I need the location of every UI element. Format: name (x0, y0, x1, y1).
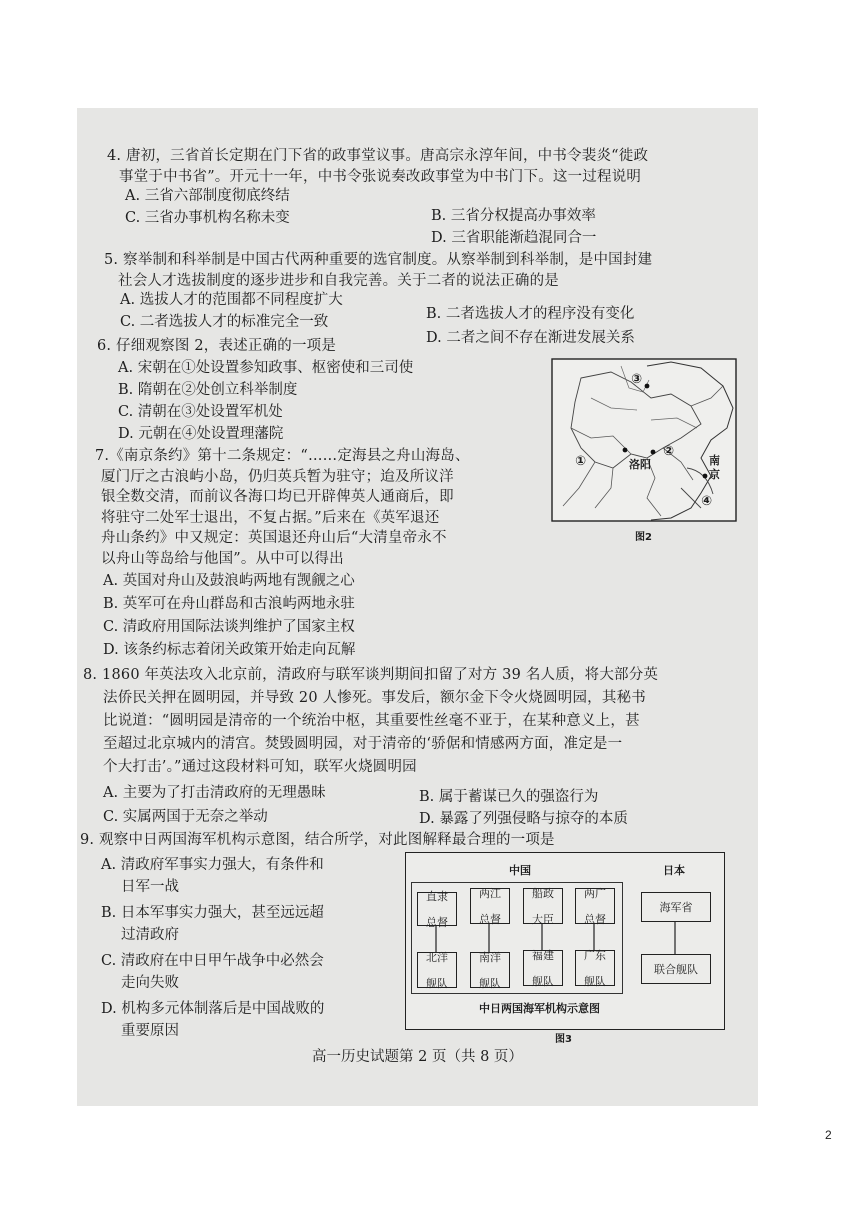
question-5-option-c: C. 二者选拔人才的标准完全一致 (120, 314, 329, 330)
question-7-option-b: B. 英军可在舟山群岛和古浪屿两地永驻 (103, 596, 355, 612)
box-fujian-fleet-line-1: 福建 (532, 948, 554, 962)
question-9-option-c-line-1: C. 清政府在中日甲午战争中必然会 (101, 953, 324, 969)
city-nanjing-1: 南 (709, 454, 720, 467)
question-4 (107, 146, 648, 187)
map-marker-2: ② (663, 444, 675, 459)
map-marker-1: ① (575, 454, 587, 469)
map-marker-4: ④ (701, 494, 713, 509)
question-5-line-2: 社会人才选拔制度的逐步进步和自我完善。关于二者的说法正确的是 (118, 272, 559, 289)
question-9-options (101, 854, 401, 1044)
question-8-line-3: 比说道：“圆明园是清帝的一个统治中枢，其重要性丝毫不亚于，在某种意义上，甚 (103, 713, 640, 729)
question-8-option-c: C. 实属两国于无奈之举动 (103, 809, 268, 825)
box-fujian-fleet-line-2: 舰队 (532, 974, 554, 988)
question-9 (80, 830, 555, 851)
question-4-option-a: A. 三省六部制度彻底终结 (125, 188, 290, 204)
question-7-option-c: C. 清政府用国际法谈判维护了国家主权 (103, 619, 355, 635)
question-7-line-3: 银全数交清，而前议各海口均已开辟俾英人通商后，即 (101, 489, 454, 505)
question-4-option-b: B. 三省分权提高办事效率 (431, 208, 596, 224)
question-7-line-1: 7.《南京条约》第十二条规定：“……定海县之舟山海岛、 (95, 448, 470, 464)
question-8 (83, 664, 658, 779)
question-5-options (120, 290, 740, 346)
question-6-stem: 6. 仔细观察图 2，表述正确的一项是 (97, 338, 337, 354)
china-label: 中国 (509, 864, 531, 877)
question-8-line-4: 至超过北京城内的清宫。焚毁圆明园，对于清帝的‘骄倨和情感两方面，准定是一 (103, 736, 623, 752)
question-4-line-2: 事堂于中书省”。开元十一年，中书令张说奏改政事堂为中书门下。这一过程说明 (119, 168, 642, 185)
scanned-exam-page (77, 108, 758, 1106)
question-7-options (103, 571, 523, 661)
question-8-line-2: 法侨民关押在圆明园，并导致 20 人惨死。事发后，额尔金下令火烧圆明园，其秘书 (103, 690, 646, 706)
city-luoyang: 洛阳 (629, 458, 651, 471)
figure-2-caption: 图2 (635, 532, 652, 543)
question-8-line-5: 个大打击’。”通过这段材料可知，联军火烧圆明园 (103, 759, 417, 775)
question-6-option-d: D. 元朝在④处设置理藩院 (118, 426, 284, 442)
question-9-option-d-line-1: D. 机构多元体制落后是中国战败的 (101, 1001, 325, 1017)
question-9-option-a (101, 854, 324, 898)
question-6-options (118, 358, 538, 448)
box-guangdong-fleet-line-1: 广东 (584, 948, 606, 962)
question-5-option-a: A. 选拔人才的范围都不同程度扩大 (120, 292, 343, 308)
question-8-option-b: B. 属于蓄谋已久的强盗行为 (419, 789, 599, 805)
box-liangjiang-governor-line-1: 两江 (479, 886, 501, 900)
figure-2-map (551, 358, 739, 548)
question-4-line-1: 4. 唐初，三省首长定期在门下省的政事堂议事。唐高宗永淳年间，中书令裴炎“徙政 (107, 148, 649, 164)
question-9-option-b-line-2: 过清政府 (121, 927, 179, 943)
question-7-line-2: 厦门厅之古浪屿小岛，仍归英兵暂为驻守；迨及所议洋 (101, 468, 454, 485)
figure-3-caption: 图3 (555, 1034, 572, 1045)
question-9-option-b-line-1: B. 日本军事实力强大，甚至远远超 (101, 905, 324, 921)
question-6-option-c: C. 清朝在③处设置军机处 (118, 404, 283, 420)
question-4-option-c: C. 三省办事机构名称未变 (125, 210, 290, 226)
box-chuanzheng-minister-line-1: 船政 (532, 886, 554, 900)
question-5 (104, 250, 652, 291)
question-6 (97, 336, 336, 357)
question-7-option-a: A. 英国对舟山及鼓浪屿两地有觊觎之心 (103, 573, 355, 589)
page-footer: 高一历史试题第 2 页（共 8 页） (312, 1049, 523, 1065)
question-9-option-a-line-2: 日军一战 (121, 879, 179, 895)
question-9-option-c-line-2: 走向失败 (121, 975, 179, 991)
question-8-option-a: A. 主要为了打击清政府的无理愚昧 (103, 785, 326, 801)
box-liangguang-governor-line-2: 总督 (584, 912, 606, 926)
question-9-option-b (101, 902, 324, 946)
question-7 (95, 446, 470, 569)
question-7-option-d: D. 该条约标志着闭关政策开始走向瓦解 (103, 642, 356, 658)
diagram-title: 中日两国海军机构示意图 (479, 1002, 600, 1015)
map-marker-3: ③ (631, 372, 643, 387)
box-zhili-governor-line-1: 直隶 (426, 889, 448, 903)
box-nanyang-fleet-line-2: 舰队 (479, 976, 501, 990)
question-9-option-c (101, 950, 324, 994)
box-liangguang-governor-line-1: 两广 (584, 886, 606, 900)
figure-3-navy-diagram (405, 852, 725, 1045)
japan-label: 日本 (663, 864, 685, 877)
box-beiyang-fleet-line-2: 舰队 (426, 976, 448, 990)
question-5-option-b: B. 二者选拔人才的程序没有变化 (426, 306, 635, 322)
question-6-option-a: A. 宋朝在①处设置参知政事、枢密使和三司使 (118, 360, 414, 376)
city-nanjing-2: 京 (709, 468, 720, 481)
question-5-line-1: 5. 察举制和科举制是中国古代两种重要的选官制度。从察举制到科举制，是中国封建 (104, 252, 653, 268)
question-6-option-b: B. 隋朝在②处创立科举制度 (118, 382, 298, 398)
navy-ministry-label: 海军省 (659, 900, 693, 914)
question-9-stem: 9. 观察中日两国海军机构示意图，结合所学，对此图解释最合理的一项是 (80, 832, 555, 848)
question-4-options (125, 186, 745, 246)
box-beiyang-fleet-line-1: 北洋 (426, 950, 448, 964)
question-7-line-5: 舟山条约》中又规定：英国退还舟山后“大清皇帝永不 (101, 530, 447, 546)
question-9-option-a-line-1: A. 清政府军事实力强大，有条件和 (101, 857, 324, 873)
question-8-options (103, 783, 743, 829)
box-nanyang-fleet-line-1: 南洋 (479, 950, 501, 964)
question-5-option-d: D. 二者之间不存在渐进发展关系 (426, 330, 635, 346)
question-7-line-4: 将驻守二处军士退出，不复占据。”后来在《英军退还 (101, 509, 440, 526)
question-8-line-1: 8. 1860 年英法攻入北京前，清政府与联军谈判期间扣留了对方 39 名人质，将大部分英 (83, 667, 659, 683)
question-7-line-6: 以舟山等岛给与他国”。从中可以得出 (101, 550, 344, 567)
page-number: 2 (825, 1128, 832, 1142)
question-4-option-d: D. 三省职能渐趋混同合一 (431, 230, 597, 246)
box-zhili-governor-line-2: 总督 (426, 915, 448, 929)
box-chuanzheng-minister-line-2: 大臣 (532, 912, 554, 926)
question-9-option-d (101, 998, 324, 1042)
box-guangdong-fleet-line-2: 舰队 (584, 974, 606, 988)
box-liangjiang-governor-line-2: 总督 (479, 912, 501, 926)
question-9-option-d-line-2: 重要原因 (121, 1023, 179, 1039)
combined-fleet-label: 联合舰队 (654, 962, 698, 976)
question-8-option-d: D. 暴露了列强侵略与掠夺的本质 (419, 811, 628, 827)
